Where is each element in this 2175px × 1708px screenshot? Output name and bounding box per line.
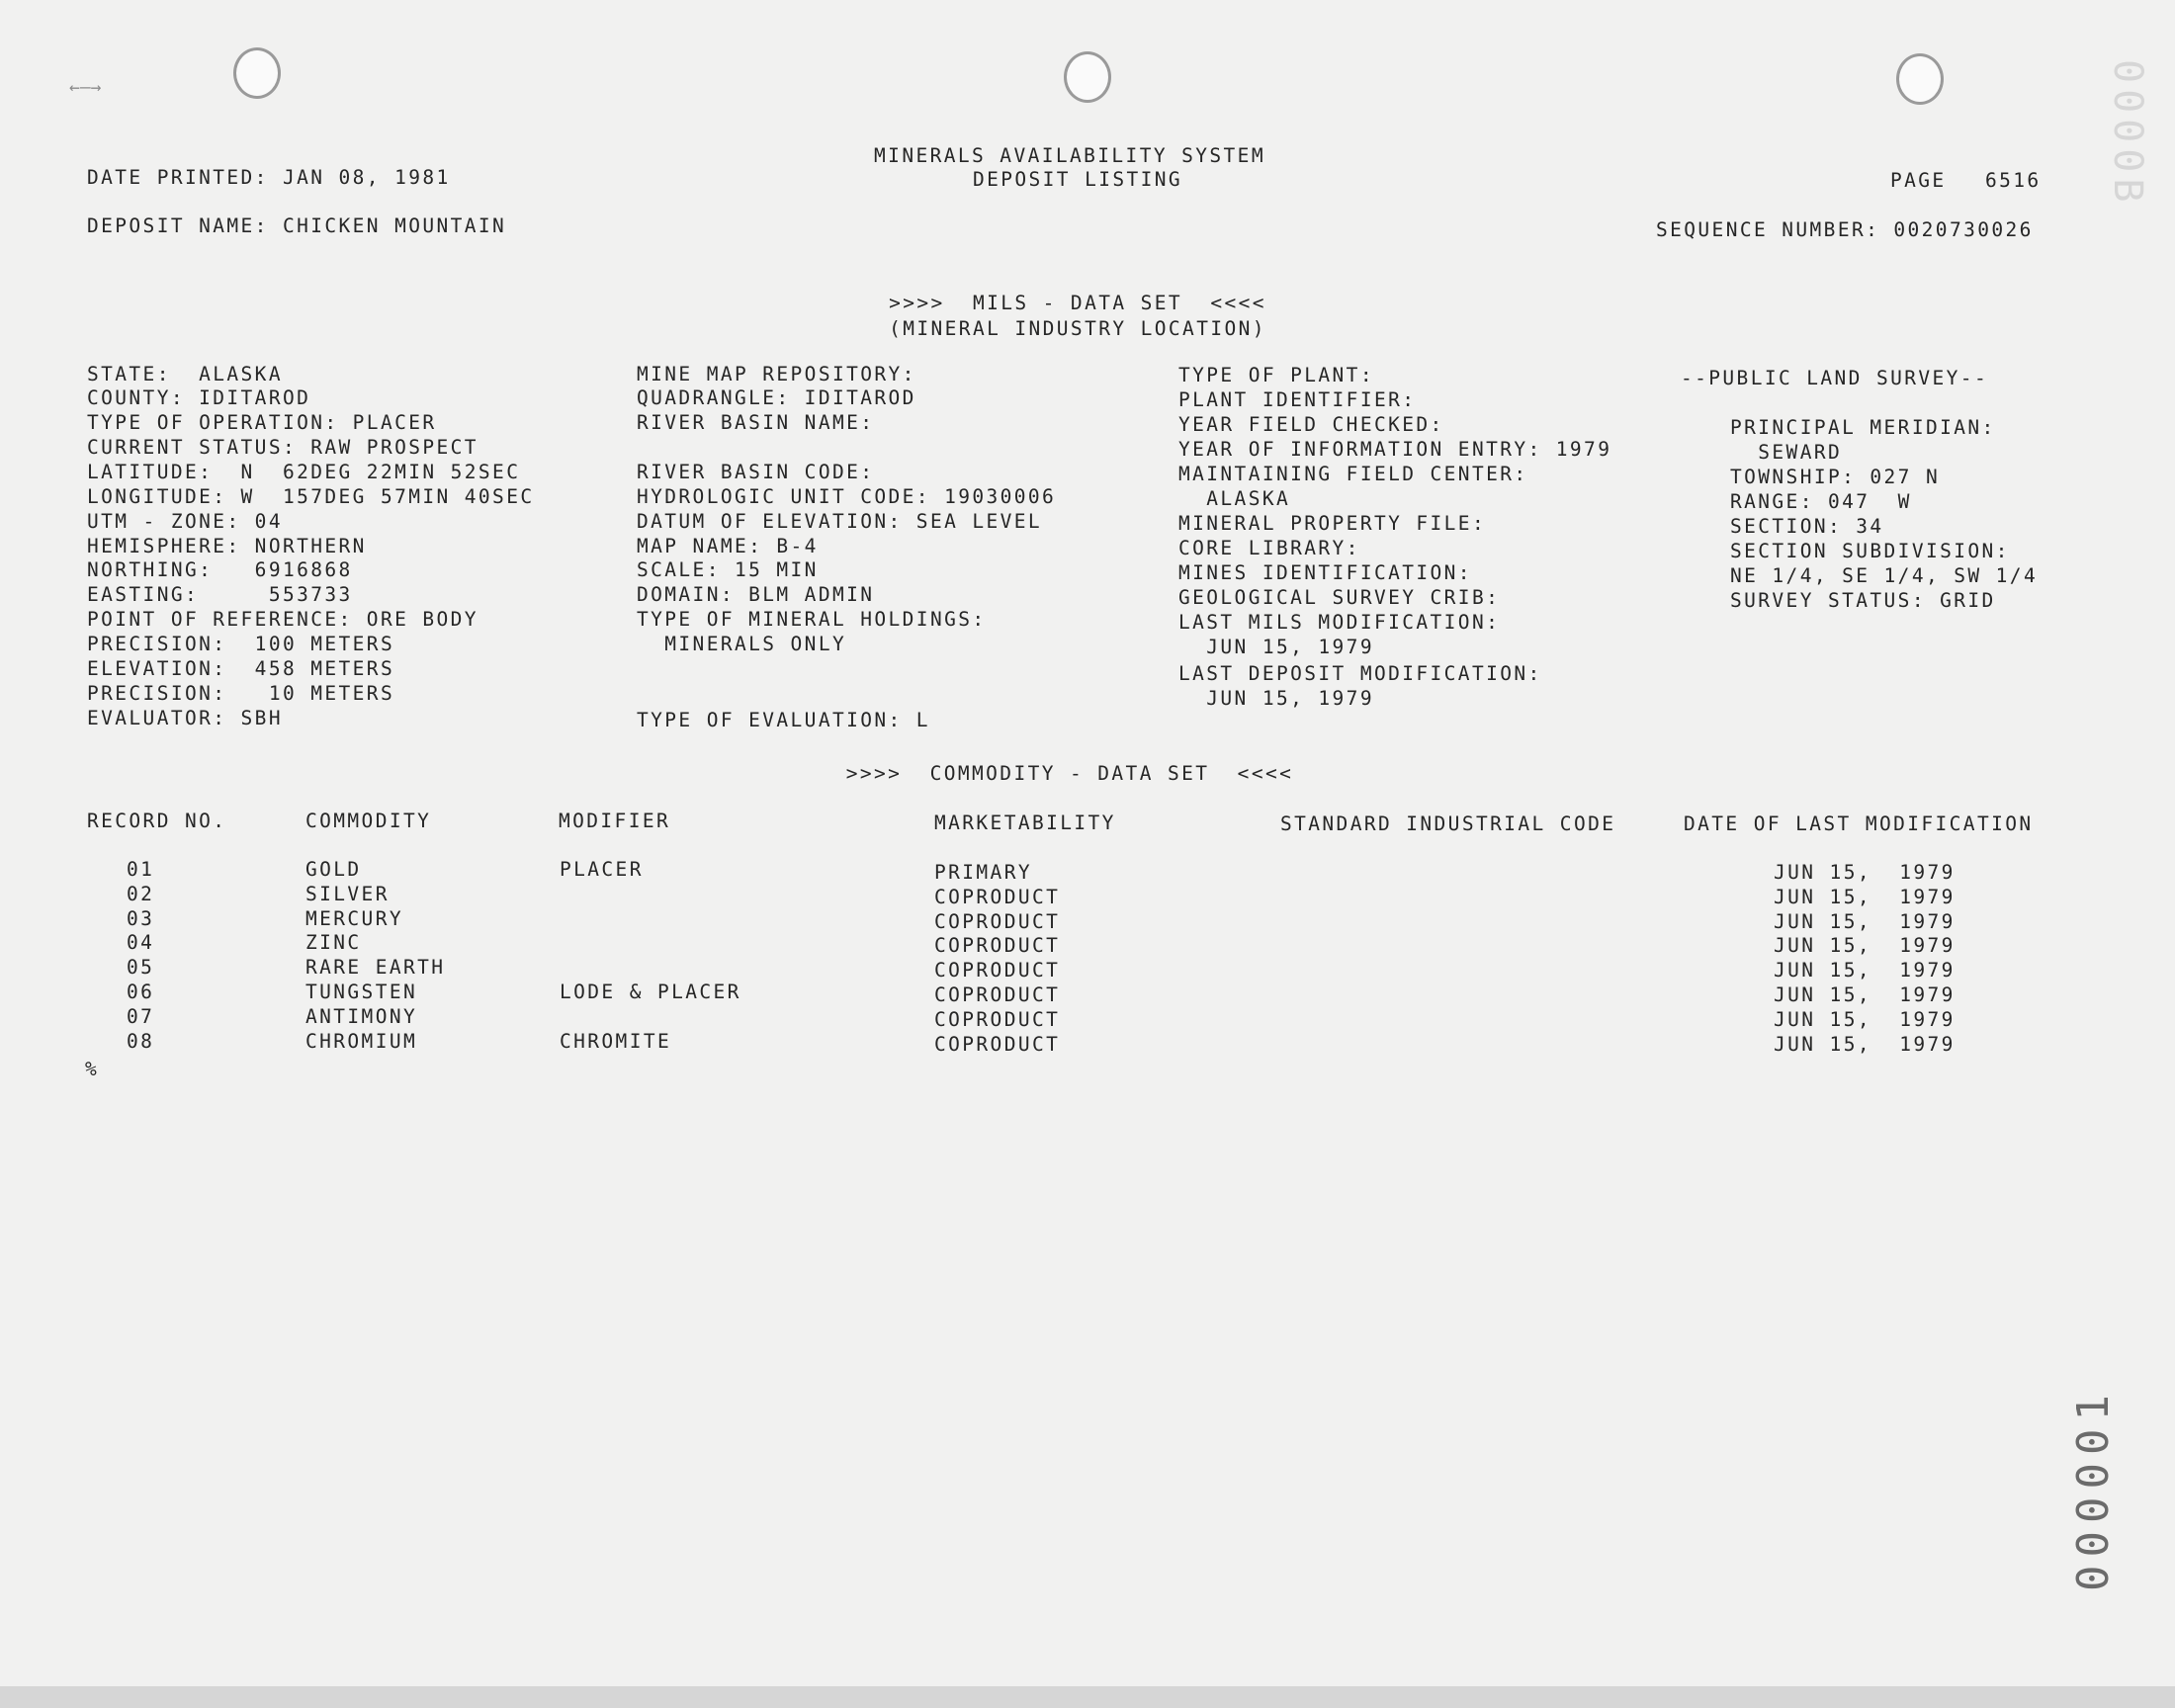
field-principal-meridian-value: SEWARD bbox=[1730, 441, 1843, 464]
commodity-marketability: PRIMARY bbox=[934, 861, 1032, 884]
stamp-bottom-right: 000001 bbox=[2068, 1387, 2119, 1591]
field-longitude: LONGITUDE: W 157DEG 57MIN 40SEC bbox=[87, 485, 535, 508]
commodity-name: TUNGSTEN bbox=[305, 981, 418, 1003]
punch-hole-right bbox=[1896, 53, 1944, 105]
commodity-name: RARE EARTH bbox=[305, 956, 446, 980]
date-printed: DATE PRINTED: JAN 08, 1981 bbox=[87, 166, 451, 189]
field-last-mils-modification: LAST MILS MODIFICATION: bbox=[1178, 611, 1501, 634]
commodity-date: JUN 15, 1979 bbox=[1774, 1007, 1956, 1031]
field-mineral-holdings-value: MINERALS ONLY bbox=[637, 633, 847, 655]
field-survey-status: SURVEY STATUS: GRID bbox=[1730, 589, 1996, 612]
field-township: TOWNSHIP: 027 N bbox=[1730, 466, 1941, 488]
commodity-name: ZINC bbox=[305, 931, 362, 955]
commodity-marketability: COPRODUCT bbox=[934, 885, 1061, 908]
commodity-marketability: COPRODUCT bbox=[934, 909, 1061, 933]
commodity-name: SILVER bbox=[305, 882, 390, 905]
record-number: 06 bbox=[127, 981, 155, 1003]
field-elevation: ELEVATION: 458 METERS bbox=[87, 657, 395, 680]
field-evaluation-type: TYPE OF EVALUATION: L bbox=[637, 709, 930, 731]
field-last-deposit-modification: LAST DEPOSIT MODIFICATION: bbox=[1178, 662, 1542, 685]
commodity-modifier: PLACER bbox=[560, 858, 644, 881]
field-maintaining-field-center: MAINTAINING FIELD CENTER: bbox=[1178, 463, 1528, 485]
field-latitude: LATITUDE: N 62DEG 22MIN 52SEC bbox=[87, 461, 521, 483]
commodity-date: JUN 15, 1979 bbox=[1774, 983, 1956, 1006]
page-label: PAGE bbox=[1890, 169, 1947, 192]
header-modifier: MODIFIER bbox=[559, 810, 671, 832]
record-number: 08 bbox=[127, 1029, 155, 1053]
field-mines-identification: MINES IDENTIFICATION: bbox=[1178, 561, 1472, 584]
commodity-name: MERCURY bbox=[305, 906, 403, 930]
field-point-of-reference: POINT OF REFERENCE: ORE BODY bbox=[87, 608, 478, 631]
field-map-name: MAP NAME: B-4 bbox=[637, 535, 819, 557]
field-northing: NORTHING: 6916868 bbox=[87, 558, 353, 581]
commodity-modifier: LODE & PLACER bbox=[560, 981, 741, 1003]
page-bottom-edge bbox=[0, 1686, 2175, 1708]
field-maintaining-field-center-value: ALASKA bbox=[1178, 487, 1291, 510]
field-current-status: CURRENT STATUS: RAW PROSPECT bbox=[87, 436, 478, 459]
record-number: 04 bbox=[127, 931, 155, 955]
field-mine-map-repository: MINE MAP REPOSITORY: bbox=[637, 363, 916, 385]
field-precision: PRECISION: 100 METERS bbox=[87, 633, 395, 655]
commodity-date: JUN 15, 1979 bbox=[1774, 909, 1956, 933]
field-year-information-entry: YEAR OF INFORMATION ENTRY: 1979 bbox=[1178, 438, 1612, 461]
record-number: 03 bbox=[127, 906, 155, 930]
field-range: RANGE: 047 W bbox=[1730, 490, 1912, 513]
field-scale: SCALE: 15 MIN bbox=[637, 558, 819, 581]
header-record-no: RECORD NO. bbox=[87, 810, 227, 832]
field-core-library: CORE LIBRARY: bbox=[1178, 537, 1360, 559]
commodity-marketability: COPRODUCT bbox=[934, 983, 1061, 1006]
commodity-date: JUN 15, 1979 bbox=[1774, 959, 1956, 982]
mils-section-subtitle: (MINERAL INDUSTRY LOCATION) bbox=[889, 317, 1266, 340]
field-mineral-property-file: MINERAL PROPERTY FILE: bbox=[1178, 512, 1487, 535]
end-of-listing-marker: % bbox=[85, 1058, 100, 1080]
record-number: 02 bbox=[127, 882, 155, 905]
field-principal-meridian: PRINCIPAL MERIDIAN: bbox=[1730, 416, 1996, 439]
record-number: 07 bbox=[127, 1004, 155, 1028]
field-state: STATE: ALASKA bbox=[87, 363, 283, 385]
commodity-date: JUN 15, 1979 bbox=[1774, 1032, 1956, 1056]
record-number: 05 bbox=[127, 956, 155, 980]
field-plant-identifier: PLANT IDENTIFIER: bbox=[1178, 388, 1417, 411]
header-commodity: COMMODITY bbox=[305, 810, 432, 832]
field-last-deposit-modification-date: JUN 15, 1979 bbox=[1178, 687, 1374, 710]
field-section-subdivision: SECTION SUBDIVISION: bbox=[1730, 540, 2010, 562]
margin-arrow-mark: ←—→ bbox=[69, 77, 102, 98]
field-utm-zone: UTM - ZONE: 04 bbox=[87, 510, 283, 533]
mils-section-title: >>>> MILS - DATA SET <<<< bbox=[889, 292, 1266, 314]
commodity-date: JUN 15, 1979 bbox=[1774, 861, 1956, 884]
field-operation-type: TYPE OF OPERATION: PLACER bbox=[87, 411, 437, 434]
field-domain: DOMAIN: BLM ADMIN bbox=[637, 583, 875, 606]
field-easting: EASTING: 553733 bbox=[87, 583, 353, 606]
system-title: MINERALS AVAILABILITY SYSTEM bbox=[874, 144, 1265, 167]
header-date-of-last-modification: DATE OF LAST MODIFICATION bbox=[1684, 812, 2034, 835]
deposit-name: DEPOSIT NAME: CHICKEN MOUNTAIN bbox=[87, 214, 507, 237]
page-number: 6516 bbox=[1985, 169, 2042, 192]
field-river-basin-name: RIVER BASIN NAME: bbox=[637, 411, 875, 434]
public-land-survey-heading: --PUBLIC LAND SURVEY-- bbox=[1681, 367, 1989, 389]
punch-hole-left bbox=[233, 47, 281, 99]
sequence-number: SEQUENCE NUMBER: 0020730026 bbox=[1656, 218, 2034, 241]
commodity-name: ANTIMONY bbox=[305, 1004, 418, 1028]
commodity-marketability: COPRODUCT bbox=[934, 934, 1061, 958]
commodity-section-title: >>>> COMMODITY - DATA SET <<<< bbox=[845, 762, 1294, 785]
field-plant-type: TYPE OF PLANT: bbox=[1178, 364, 1374, 386]
field-section: SECTION: 34 bbox=[1730, 515, 1884, 538]
field-year-field-checked: YEAR FIELD CHECKED: bbox=[1178, 413, 1444, 436]
commodity-name: GOLD bbox=[305, 858, 362, 881]
commodity-name: CHROMIUM bbox=[305, 1029, 418, 1053]
commodity-date: JUN 15, 1979 bbox=[1774, 885, 1956, 908]
listing-title: DEPOSIT LISTING bbox=[972, 168, 1183, 191]
field-last-mils-modification-date: JUN 15, 1979 bbox=[1178, 636, 1374, 658]
commodity-date: JUN 15, 1979 bbox=[1774, 934, 1956, 958]
field-county: COUNTY: IDITAROD bbox=[87, 386, 311, 409]
commodity-modifier: CHROMITE bbox=[560, 1029, 672, 1053]
field-quadrangle: QUADRANGLE: IDITAROD bbox=[637, 386, 916, 409]
field-mineral-holdings-type: TYPE OF MINERAL HOLDINGS: bbox=[637, 608, 987, 631]
commodity-marketability: COPRODUCT bbox=[934, 1007, 1061, 1031]
record-number: 01 bbox=[127, 858, 155, 881]
field-evaluator: EVALUATOR: SBH bbox=[87, 707, 283, 729]
field-hemisphere: HEMISPHERE: NORTHERN bbox=[87, 535, 367, 557]
field-elevation-precision: PRECISION: 10 METERS bbox=[87, 682, 395, 705]
punch-hole-center bbox=[1064, 51, 1111, 103]
field-geological-survey-crib: GEOLOGICAL SURVEY CRIB: bbox=[1178, 586, 1501, 609]
field-section-subdivision-value: NE 1/4, SE 1/4, SW 1/4 bbox=[1730, 564, 2039, 587]
field-hydrologic-unit-code: HYDROLOGIC UNIT CODE: 19030006 bbox=[637, 485, 1057, 508]
stamp-top-right: 0000B bbox=[2105, 59, 2150, 209]
header-standard-industrial-code: STANDARD INDUSTRIAL CODE bbox=[1280, 812, 1616, 835]
field-river-basin-code: RIVER BASIN CODE: bbox=[637, 461, 875, 483]
commodity-marketability: COPRODUCT bbox=[934, 959, 1061, 982]
header-marketability: MARKETABILITY bbox=[934, 811, 1116, 834]
commodity-marketability: COPRODUCT bbox=[934, 1032, 1061, 1056]
field-datum-of-elevation: DATUM OF ELEVATION: SEA LEVEL bbox=[637, 510, 1043, 533]
